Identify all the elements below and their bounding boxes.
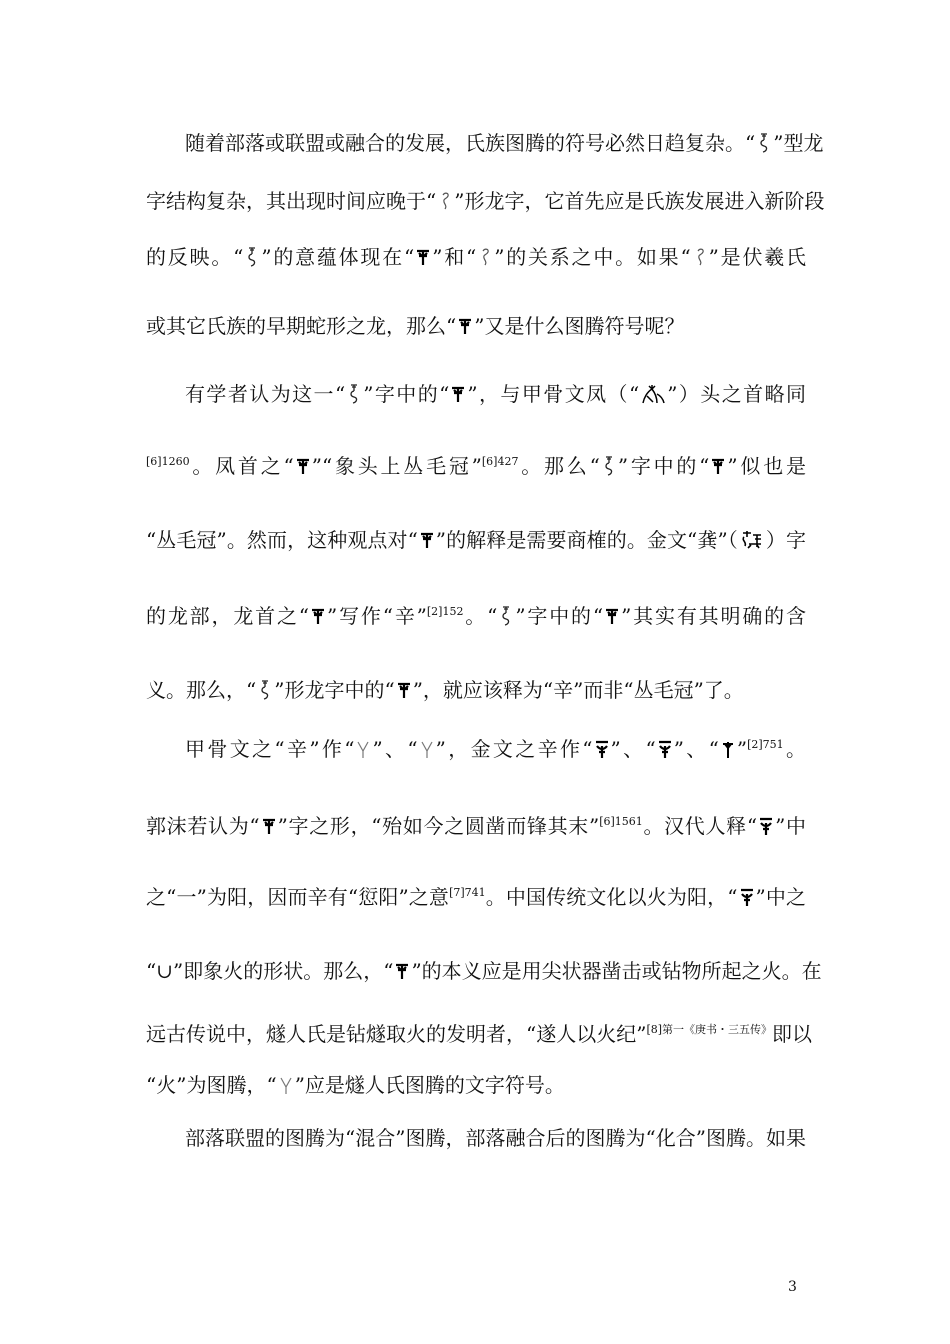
text-run: ”的关系之中。如果“	[494, 245, 691, 269]
text-run: ”、“	[673, 737, 719, 761]
citation-reference: [6]1260	[146, 455, 190, 468]
paragraph-line	[146, 885, 806, 909]
text-run: 即以	[772, 1022, 813, 1046]
text-run: ”字中的“	[617, 454, 710, 478]
text-run: 远古传说中，燧人氏是钻燧取火的发明者，“遂人以火纪”	[146, 1022, 647, 1046]
text-run: ”，金文之辛作“	[435, 737, 593, 761]
paragraph-line	[185, 737, 806, 761]
text-run: ”	[736, 737, 748, 761]
text-run: ”和“	[432, 245, 477, 269]
text-run: ”其实有其明确的含	[621, 604, 806, 628]
text-run: ”形龙字中的“	[274, 678, 395, 702]
citation-reference: [2]751	[747, 738, 784, 751]
text-run: 的龙部，龙首之“	[146, 604, 310, 628]
xin-small-glyph-icon	[720, 739, 736, 759]
text-run: ”的解释是需要商榷的。金文“龚”（	[435, 528, 738, 552]
text-run: ”写作“辛”	[327, 604, 427, 628]
text-run: ”应是燧人氏图腾的文字符号。	[294, 1073, 565, 1097]
xin-glyph-icon	[710, 456, 726, 476]
dragon-xin-glyph-icon	[601, 456, 617, 476]
dragon-xin-glyph-icon	[257, 680, 273, 700]
text-run: “∪”即象火的形状。那么，“	[146, 959, 394, 983]
page-number: 3	[788, 1279, 797, 1295]
xin-glyph-icon	[310, 606, 326, 626]
xin-glyph-icon	[457, 316, 473, 336]
text-run: ”字中的“	[363, 382, 450, 406]
citation-reference: [7]741	[449, 886, 486, 899]
gong-glyph-icon	[739, 530, 765, 550]
paragraph-line	[185, 1126, 806, 1150]
dragon-xin-glyph-icon	[244, 247, 260, 267]
text-run: 。汉代人释“	[642, 814, 758, 838]
text-run: ”似也是	[727, 454, 806, 478]
text-run: ”形龙字，它首先应是氏族发展进入新阶段	[454, 189, 825, 213]
text-run: 。那么“	[518, 454, 600, 478]
paragraph-line	[146, 959, 822, 983]
xin-glyph-icon	[415, 247, 431, 267]
text-run: 随着部落或联盟或融合的发展，氏族图腾的符号必然日趋复杂。“	[185, 131, 756, 155]
paragraph-line	[146, 528, 806, 552]
xin-oracle-glyph-icon	[355, 739, 371, 759]
paragraph-line	[146, 245, 806, 269]
citation-reference: [2]152	[426, 605, 464, 618]
text-run: ”型龙	[773, 131, 824, 155]
xin-oracle-glyph-icon	[419, 739, 435, 759]
citation-reference: [8]第一《庚书・三五传》	[646, 1023, 773, 1036]
xin-glyph-icon	[261, 816, 277, 836]
paragraph-line	[185, 382, 806, 406]
dragon-xin-glyph-icon	[498, 606, 514, 626]
paragraph-line	[185, 131, 824, 155]
text-run: ”又是什么图腾符号呢？	[474, 314, 685, 338]
dragon-snake-glyph-icon	[477, 247, 493, 267]
text-run: ”的本义应是用尖状器凿击或钻物所起之火。在	[411, 959, 822, 983]
paragraph-line	[146, 189, 825, 213]
text-run: ”字之形，“殆如今之圆凿而锋其末”	[277, 814, 600, 838]
text-run: 。	[783, 737, 807, 761]
text-run: ”中	[775, 814, 806, 838]
text-run: ”是伏羲氏	[708, 245, 806, 269]
dragon-snake-glyph-icon	[437, 191, 453, 211]
dragon-xin-glyph-icon	[756, 133, 772, 153]
text-run: 之“一”为阳，因而辛有“愆阳”之意	[146, 885, 450, 909]
text-run: ”，与甲骨文凤（“	[467, 382, 640, 406]
xin-glyph-icon	[394, 961, 410, 981]
text-run: ”的意蕴体现在“	[261, 245, 415, 269]
text-run: 字结构复杂，其出现时间应晚于“	[146, 189, 437, 213]
paragraph-line	[146, 678, 806, 702]
paragraph-line	[146, 314, 806, 338]
phoenix-glyph-icon	[640, 384, 666, 404]
xin-glyph-icon	[604, 606, 620, 626]
paragraph-line	[146, 1022, 813, 1046]
xin-glyph-icon	[419, 530, 435, 550]
xin-glyph-icon	[450, 384, 466, 404]
text-run: 有学者认为这一“	[185, 382, 346, 406]
text-run: ）字	[765, 528, 806, 552]
paragraph-line	[146, 1073, 806, 1097]
text-run: ”、“	[372, 737, 418, 761]
paragraph-line	[146, 814, 806, 838]
text-run: ”，就应该释为“辛”而非“丛毛冠”了。	[412, 678, 744, 702]
text-run: 的反映。“	[146, 245, 244, 269]
text-run: ”中之	[755, 885, 806, 909]
dragon-snake-glyph-icon	[692, 247, 708, 267]
text-run: 甲骨文之“辛”作“	[185, 737, 355, 761]
text-run: ”）头之首略同	[667, 382, 806, 406]
text-run: 。凤首之“	[189, 454, 294, 478]
citation-reference: [6]427	[481, 455, 519, 468]
dragon-xin-glyph-icon	[346, 384, 362, 404]
text-run: “丛毛冠”。然而，这种观点对“	[146, 528, 418, 552]
xin-bronze-glyph-icon	[594, 739, 610, 759]
text-run: 郭沫若认为“	[146, 814, 260, 838]
xin-bronze-glyph-icon	[758, 816, 774, 836]
text-run: 。“	[463, 604, 498, 628]
paragraph-line	[146, 604, 806, 628]
text-run: ”“象头上丛毛冠”	[311, 454, 482, 478]
xin-glyph-icon	[295, 456, 311, 476]
text-run: 部落联盟的图腾为“混合”图腾，部落融合后的图腾为“化合”图腾。如果	[185, 1126, 806, 1150]
xin-glyph-icon	[396, 680, 412, 700]
xin-bronze-glyph-icon	[657, 739, 673, 759]
paragraph-line	[146, 454, 806, 478]
text-run: ”、“	[610, 737, 656, 761]
text-run: “火”为图腾，“	[146, 1073, 277, 1097]
citation-reference: [6]1561	[599, 815, 643, 828]
xin-bronze-glyph-icon	[739, 887, 755, 907]
xin-oracle-glyph-icon	[278, 1075, 294, 1095]
text-run: 。中国传统文化以火为阳，“	[485, 885, 738, 909]
text-run: 义。那么，“	[146, 678, 257, 702]
text-run: ”字中的“	[515, 604, 604, 628]
text-run: 或其它氏族的早期蛇形之龙，那么“	[146, 314, 457, 338]
